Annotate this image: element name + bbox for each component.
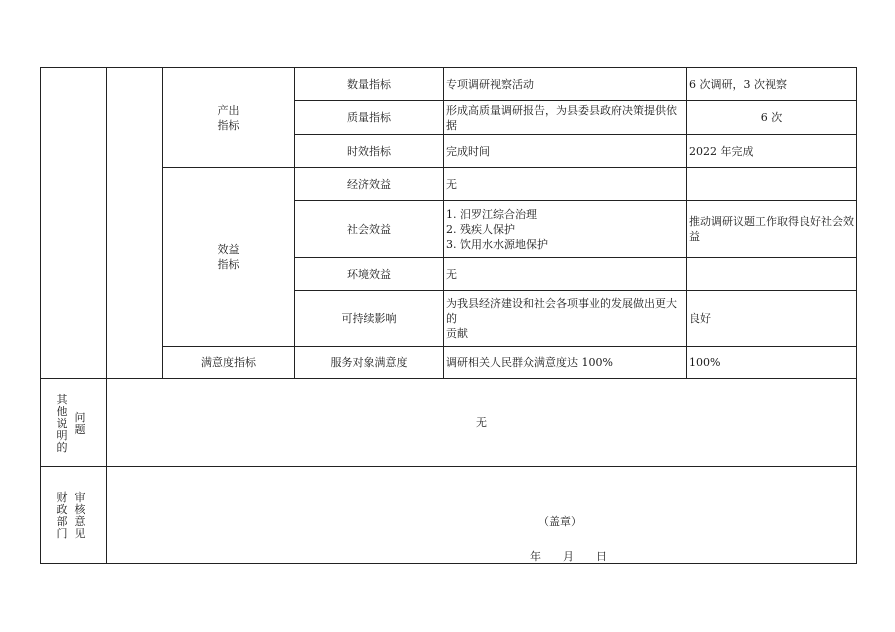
benefit-indicator-line1: 效益 xyxy=(217,243,240,256)
benefit-indicator-cell xyxy=(163,168,294,346)
table-border-left xyxy=(40,67,41,564)
finance-review-label-col2: 审核意见 xyxy=(74,491,86,540)
social-benefit-value-line1: 推动调研议题工作取得良好社会效 xyxy=(689,215,854,228)
sustainable-impact-content-line1: 为我县经济建设和社会各项事业的发展做出更大的 xyxy=(446,297,677,325)
quantity-indicator-value: 6 次调研，3 次视察 xyxy=(689,77,787,91)
output-indicator-line1: 产出 xyxy=(217,103,240,117)
economic-benefit-value xyxy=(687,168,856,200)
service-satisfaction-value: 100% xyxy=(689,356,721,369)
social-benefit-content xyxy=(444,201,686,257)
column-divider xyxy=(106,67,107,564)
sustainable-impact-name: 可持续影响 xyxy=(341,312,397,325)
environment-benefit-name: 环境效益 xyxy=(347,267,391,281)
social-benefit-name: 社会效益 xyxy=(347,222,391,236)
output-indicator-line2: 指标 xyxy=(217,118,240,132)
table-border-right xyxy=(856,67,857,564)
social-benefit-item: 3. 饮用水水源地保护 xyxy=(446,237,548,251)
economic-benefit-content: 无 xyxy=(446,177,457,191)
other-issues-label-col1: 其他说明的 xyxy=(56,393,68,454)
timeliness-indicator-name: 时效指标 xyxy=(347,144,391,158)
social-benefit-item: 1. 汨罗江综合治理 xyxy=(446,207,537,221)
benefit-indicator-line2: 指标 xyxy=(217,258,240,271)
sustainable-impact-content xyxy=(444,291,686,346)
economic-benefit-name: 经济效益 xyxy=(347,177,391,191)
quantity-indicator-name: 数量指标 xyxy=(347,77,391,91)
seal-placeholder: （盖章） xyxy=(538,514,582,528)
quantity-indicator-content: 专项调研视察活动 xyxy=(446,77,534,91)
row-divider xyxy=(40,466,857,467)
sustainable-impact-value: 良好 xyxy=(689,312,711,325)
environment-benefit-value xyxy=(687,258,856,290)
table-border-bottom xyxy=(40,563,857,564)
other-issues-content: 无 xyxy=(476,416,487,429)
quality-indicator-name: 质量指标 xyxy=(347,111,391,124)
timeliness-indicator-content: 完成时间 xyxy=(446,144,490,158)
output-indicator-cell xyxy=(163,68,294,167)
service-satisfaction-content: 调研相关人民群众满意度达 100% xyxy=(446,356,613,369)
service-satisfaction-name: 服务对象满意度 xyxy=(330,356,408,369)
sustainable-impact-content-line2: 贡献 xyxy=(446,327,468,340)
social-benefit-value xyxy=(687,201,856,257)
satisfaction-indicator-cell: 满意度指标 xyxy=(201,356,256,369)
finance-review-label-col1: 财政部门 xyxy=(56,491,68,540)
quality-indicator-content: 形成高质量调研报告，为县委县政府决策提供依据 xyxy=(446,103,677,132)
timeliness-indicator-value: 2022 年完成 xyxy=(689,144,754,158)
quality-indicator-value: 6 次 xyxy=(760,111,783,124)
environment-benefit-content: 无 xyxy=(446,267,457,281)
date-placeholder: 年 月 日 xyxy=(530,549,607,563)
social-benefit-item: 2. 残疾人保护 xyxy=(446,222,515,236)
other-issues-label-col2: 问题 xyxy=(74,411,86,436)
social-benefit-value-line2: 益 xyxy=(689,230,700,243)
